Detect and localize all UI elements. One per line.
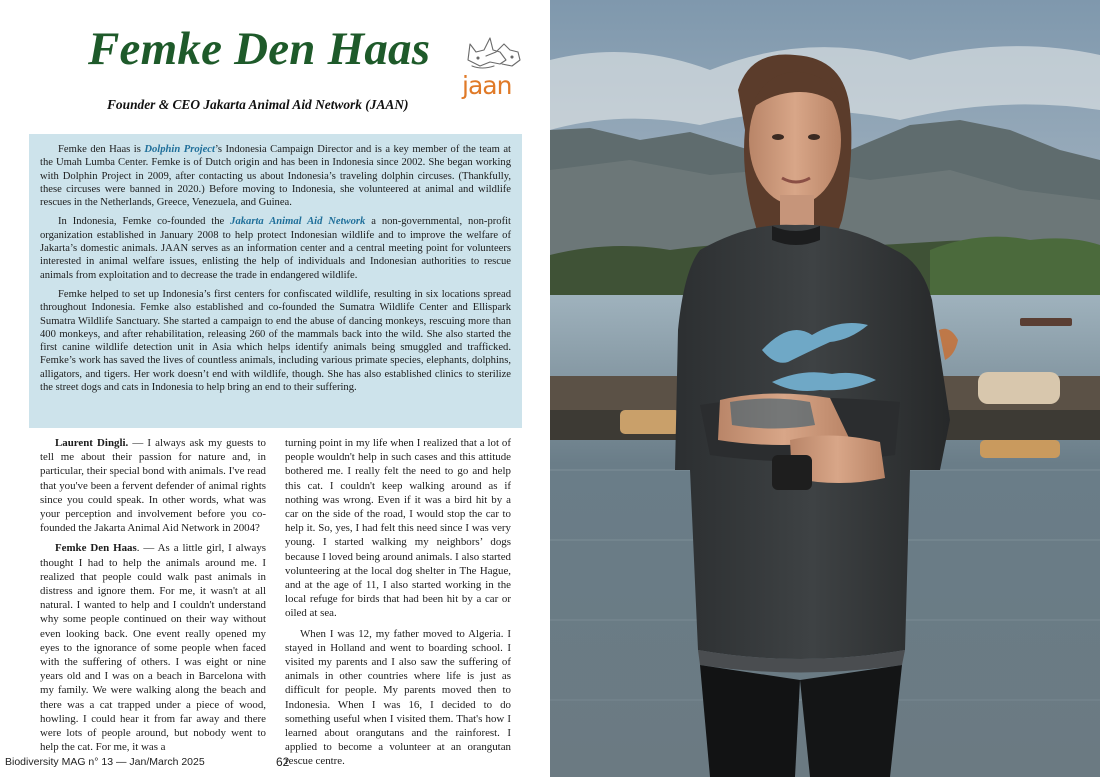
interview-answer-continued: turning point in my life when I realized that a lot of people wouldn't help in such cases and this attitude bothered me. I really felt the need to go and help this cat. I couldn't keep walking around as if nothing was wrong. Even if it was a bird hit by a car on the side of the road, I would stop the car to help it. So, yes, I had felt this need since I was very young. I started walking my neighbors’ dogs because I loved being around animals. I also started volunteering at the local dog shelter in The Hague, and at the age of 11, I also started working in the local refuge for birds that had been hit by a car or oiled at sea. xyxy=(285,437,511,620)
intro-text: ’s Indonesia Campaign Director and is a key member of the team at the Umah Lumba Center. Femke is of Dutch origin and has been in Indonesia since 2002. She began working with Dolphin Project in 2009, after contacting us about Indonesia’s traveling dolphin circuses. (Thankfully, these circuses were banned in 2020.) Before moving to Indonesia, she volunteered at animal and wildlife rescues in the Netherlands, Greece, Venezuela, and Guinea. xyxy=(40,144,511,209)
intro-paragraph: Femke helped to set up Indonesia’s first centers for confiscated wildlife, resulting in six locations spread throughout Indonesia. Femke also established and co-founded the Sumatra Wildlife Center and Ellispark Sumatra Wildlife Sanctuary. She started a campaign to end the abuse of dancing monkeys, rescuing more than 400 monkeys, and after rehabilitation, releasing 260 of the mammals back into the wild. She also started the first canine wildlife detection unit in Asia which helps identify animals being smuggled and trafficked. Femke’s work has saved the lives of countless animals, including various primate species, elephants, dolphins, alligators, and tigers. Her work doesn’t end with wildlife, though. She has also established clinics to sterilize the street dogs and cats in Indonesia to help bring an end to their suffering. xyxy=(40,288,511,394)
intro-paragraph xyxy=(40,143,511,209)
jaan-logo-text: jaan xyxy=(462,71,512,100)
jaan-logo xyxy=(460,30,524,104)
jaan-link[interactable]: Jakarta Animal Aid Network xyxy=(230,216,366,228)
answer-text: . — As a little girl, I always thought I had to help the animals around me. I realized that people could walk past animals in distress and ignore them. For me, it wasn't at all natural. I wanted to help and I couldn't understand why some people continued on their way without even looking back. One event really opened my eyes to the ignorance of some people when faced with the suffering of others. I was eight or nine years old and I was on a beach in Barcelona with my family. We were walking along the beach and there was a cat trapped under a piece of wood, howling. I could hear it from far away and there were lots of people around, but nobody went to help the cat. For me, it was a xyxy=(40,542,267,754)
article-title: Femke Den Haas xyxy=(88,23,431,75)
intro-text: a non-governmental, non-profit organization established in January 2008 to help protect Indonesian wildlife and to improve the welfare of Jakarta’s domestic animals. JAAN serves as an information center and a central meeting point for volunteers interested in animal welfare issues, enlisting the help of individuals and Indonesian authorities to rescue animals from exploitation and to decrease the trade in endangered wildlife. xyxy=(40,216,511,281)
footer-magazine-issue: Biodiversity MAG n° 13 — Jan/March 2025 xyxy=(5,756,205,768)
intro-text: Femke den Haas is xyxy=(58,144,145,155)
intro-text: In Indonesia, Femke co-founded the xyxy=(58,216,231,228)
interview-column-left xyxy=(40,436,266,760)
interview-answer: When I was 12, my father moved to Algeria. I stayed in Holland and went to boarding school. I visited my parents and I also saw the suffering of animals in other countries where life is just as difficult for people. My parents moved then to Indonesia. When I was 16, I decided to do something useful when I visited them. That's how I learned about orangutans and the rainforest. I applied to become a volunteer at an orangutan rescue centre. xyxy=(285,627,511,768)
footer-page-number: 62 xyxy=(276,755,290,769)
interview-answer xyxy=(40,541,266,754)
speaker-femke: Femke Den Haas xyxy=(55,542,137,555)
speaker-laurent: Laurent Dingli. xyxy=(55,437,129,449)
interview-question xyxy=(40,436,266,535)
portrait-photo xyxy=(550,0,1100,777)
intro-paragraph xyxy=(40,215,511,281)
portrait-illustration xyxy=(550,0,1100,777)
interview-column-right xyxy=(285,436,511,775)
dolphin-project-link[interactable]: Dolphin Project xyxy=(144,144,215,155)
intro-box xyxy=(29,134,522,428)
question-text: — I always ask my guests to tell me about their passion for nature and, in particular, their special bond with animals. I've read that you've been a fervent defender of animal rights since you could speak. In other words, what was your perception and involvement before you co-founded the Jakarta Animal Aid Network in 2004? xyxy=(40,437,266,535)
article-subtitle: Founder & CEO Jakarta Animal Aid Network (JAAN) xyxy=(107,97,409,112)
